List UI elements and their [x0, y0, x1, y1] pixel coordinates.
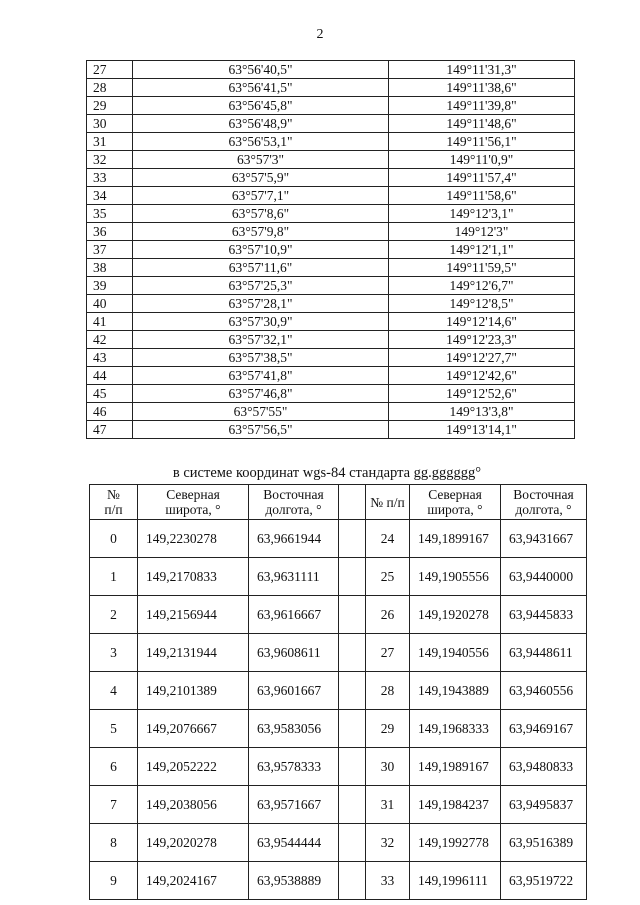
coordinate-system-caption: в системе координат wgs-84 стандарта gg.gggggg° — [172, 465, 482, 481]
point-number: 47 — [87, 421, 133, 439]
longitude-cell: 149°11'57,4" — [389, 169, 575, 187]
header-left-longitude-line2: долгота, ° — [265, 502, 322, 517]
header-right-longitude — [501, 485, 587, 520]
table-row — [87, 115, 575, 133]
latitude-cell: 63°57'32,1" — [133, 331, 389, 349]
point-number: 37 — [87, 241, 133, 259]
latitude-cell: 63°56'41,5" — [133, 79, 389, 97]
table-row — [90, 710, 587, 748]
right-longitude-cell: 63,9440000 — [501, 558, 587, 596]
right-latitude-cell: 149,1984237 — [410, 786, 501, 824]
right-latitude-cell: 149,1920278 — [410, 596, 501, 634]
right-point-number: 25 — [366, 558, 410, 596]
header-left-number-line2: п/п — [104, 502, 123, 517]
right-point-number: 29 — [366, 710, 410, 748]
point-number: 34 — [87, 187, 133, 205]
left-longitude-cell: 63,9538889 — [249, 862, 339, 900]
latitude-cell: 63°57'28,1" — [133, 295, 389, 313]
table-row — [90, 862, 587, 900]
longitude-cell: 149°11'56,1" — [389, 133, 575, 151]
latitude-cell: 63°57'41,8" — [133, 367, 389, 385]
point-number: 36 — [87, 223, 133, 241]
right-latitude-cell: 149,1899167 — [410, 520, 501, 558]
longitude-cell: 149°11'38,6" — [389, 79, 575, 97]
left-longitude-cell: 63,9608611 — [249, 634, 339, 672]
table-row — [87, 169, 575, 187]
header-left-number — [90, 485, 138, 520]
point-number: 32 — [87, 151, 133, 169]
right-latitude-cell: 149,1940556 — [410, 634, 501, 672]
latitude-cell: 63°57'3" — [133, 151, 389, 169]
left-latitude-cell: 149,2170833 — [138, 558, 249, 596]
latitude-cell: 63°57'55" — [133, 403, 389, 421]
point-number: 45 — [87, 385, 133, 403]
header-right-longitude-line1: Восточная — [513, 487, 574, 502]
left-longitude-cell: 63,9578333 — [249, 748, 339, 786]
decimal-coordinates-table — [89, 484, 587, 900]
header-right-longitude-line2: долгота, ° — [515, 502, 572, 517]
point-number: 42 — [87, 331, 133, 349]
table-row — [87, 223, 575, 241]
right-longitude-cell: 63,9480833 — [501, 748, 587, 786]
gap-cell — [339, 710, 366, 748]
left-point-number: 0 — [90, 520, 138, 558]
left-longitude-cell: 63,9583056 — [249, 710, 339, 748]
table-row — [87, 403, 575, 421]
point-number: 29 — [87, 97, 133, 115]
latitude-cell: 63°56'53,1" — [133, 133, 389, 151]
table-row — [87, 97, 575, 115]
left-latitude-cell: 149,2131944 — [138, 634, 249, 672]
point-number: 33 — [87, 169, 133, 187]
longitude-cell: 149°13'3,8" — [389, 403, 575, 421]
table-row — [87, 367, 575, 385]
point-number: 27 — [87, 61, 133, 79]
point-number: 40 — [87, 295, 133, 313]
left-latitude-cell: 149,2038056 — [138, 786, 249, 824]
point-number: 46 — [87, 403, 133, 421]
longitude-cell: 149°12'23,3" — [389, 331, 575, 349]
header-left-latitude-line2: широта, ° — [165, 502, 221, 517]
longitude-cell: 149°11'0,9" — [389, 151, 575, 169]
left-point-number: 3 — [90, 634, 138, 672]
right-longitude-cell: 63,9460556 — [501, 672, 587, 710]
right-latitude-cell: 149,1989167 — [410, 748, 501, 786]
left-point-number: 8 — [90, 824, 138, 862]
table-row — [87, 241, 575, 259]
left-point-number: 9 — [90, 862, 138, 900]
left-longitude-cell: 63,9631111 — [249, 558, 339, 596]
longitude-cell: 149°11'58,6" — [389, 187, 575, 205]
left-latitude-cell: 149,2020278 — [138, 824, 249, 862]
longitude-cell: 149°12'3,1" — [389, 205, 575, 223]
left-point-number: 4 — [90, 672, 138, 710]
header-left-latitude — [138, 485, 249, 520]
right-latitude-cell: 149,1943889 — [410, 672, 501, 710]
right-longitude-cell: 63,9495837 — [501, 786, 587, 824]
gap-cell — [339, 558, 366, 596]
table-row — [87, 313, 575, 331]
table-row — [90, 558, 587, 596]
longitude-cell: 149°12'8,5" — [389, 295, 575, 313]
left-latitude-cell: 149,2052222 — [138, 748, 249, 786]
left-longitude-cell: 63,9571667 — [249, 786, 339, 824]
latitude-cell: 63°57'11,6" — [133, 259, 389, 277]
left-latitude-cell: 149,2024167 — [138, 862, 249, 900]
gap-cell — [339, 824, 366, 862]
gap-cell — [339, 634, 366, 672]
gap-cell — [339, 862, 366, 900]
left-longitude-cell: 63,9601667 — [249, 672, 339, 710]
header-gap — [339, 485, 366, 520]
point-number: 30 — [87, 115, 133, 133]
latitude-cell: 63°57'25,3" — [133, 277, 389, 295]
longitude-cell: 149°12'52,6" — [389, 385, 575, 403]
latitude-cell: 63°57'10,9" — [133, 241, 389, 259]
point-number: 31 — [87, 133, 133, 151]
left-point-number: 6 — [90, 748, 138, 786]
page-number: 2 — [316, 27, 324, 42]
table-row — [87, 295, 575, 313]
table-row — [87, 349, 575, 367]
left-latitude-cell: 149,2156944 — [138, 596, 249, 634]
latitude-cell: 63°56'48,9" — [133, 115, 389, 133]
table-row — [87, 187, 575, 205]
point-number: 39 — [87, 277, 133, 295]
left-point-number: 5 — [90, 710, 138, 748]
table-row — [87, 331, 575, 349]
right-longitude-cell: 63,9519722 — [501, 862, 587, 900]
longitude-cell: 149°12'14,6" — [389, 313, 575, 331]
latitude-cell: 63°57'5,9" — [133, 169, 389, 187]
header-left-number-line1: № — [107, 487, 120, 502]
table-row — [90, 672, 587, 710]
left-longitude-cell: 63,9544444 — [249, 824, 339, 862]
right-point-number: 31 — [366, 786, 410, 824]
table-row — [87, 259, 575, 277]
table-row — [87, 79, 575, 97]
left-latitude-cell: 149,2076667 — [138, 710, 249, 748]
right-point-number: 32 — [366, 824, 410, 862]
table-row — [87, 385, 575, 403]
left-longitude-cell: 63,9661944 — [249, 520, 339, 558]
right-point-number: 27 — [366, 634, 410, 672]
left-latitude-cell: 149,2101389 — [138, 672, 249, 710]
right-point-number: 28 — [366, 672, 410, 710]
table-row — [87, 61, 575, 79]
right-longitude-cell: 63,9431667 — [501, 520, 587, 558]
right-latitude-cell: 149,1968333 — [410, 710, 501, 748]
right-point-number: 24 — [366, 520, 410, 558]
gap-cell — [339, 786, 366, 824]
right-point-number: 26 — [366, 596, 410, 634]
right-longitude-cell: 63,9516389 — [501, 824, 587, 862]
longitude-cell: 149°11'39,8" — [389, 97, 575, 115]
latitude-cell: 63°56'45,8" — [133, 97, 389, 115]
latitude-cell: 63°57'46,8" — [133, 385, 389, 403]
table-row — [87, 151, 575, 169]
decimal-table-body — [90, 520, 587, 900]
header-left-longitude-line1: Восточная — [263, 487, 324, 502]
latitude-cell: 63°57'56,5" — [133, 421, 389, 439]
right-longitude-cell: 63,9448611 — [501, 634, 587, 672]
longitude-cell: 149°12'1,1" — [389, 241, 575, 259]
dms-table-body — [87, 61, 575, 439]
latitude-cell: 63°57'9,8" — [133, 223, 389, 241]
longitude-cell: 149°12'3" — [389, 223, 575, 241]
header-left-longitude — [249, 485, 339, 520]
header-right-number: № п/п — [366, 485, 410, 520]
latitude-cell: 63°57'8,6" — [133, 205, 389, 223]
right-latitude-cell: 149,1992778 — [410, 824, 501, 862]
point-number: 41 — [87, 313, 133, 331]
point-number: 43 — [87, 349, 133, 367]
table-row — [87, 421, 575, 439]
right-point-number: 30 — [366, 748, 410, 786]
point-number: 35 — [87, 205, 133, 223]
longitude-cell: 149°12'6,7" — [389, 277, 575, 295]
left-point-number: 1 — [90, 558, 138, 596]
longitude-cell: 149°12'42,6" — [389, 367, 575, 385]
point-number: 38 — [87, 259, 133, 277]
table-row — [87, 277, 575, 295]
table-row — [90, 748, 587, 786]
table-row — [90, 786, 587, 824]
left-latitude-cell: 149,2230278 — [138, 520, 249, 558]
latitude-cell: 63°56'40,5" — [133, 61, 389, 79]
gap-cell — [339, 748, 366, 786]
table-row — [87, 205, 575, 223]
table-row — [90, 824, 587, 862]
point-number: 28 — [87, 79, 133, 97]
left-point-number: 7 — [90, 786, 138, 824]
header-right-latitude-line1: Северная — [428, 487, 482, 502]
right-latitude-cell: 149,1905556 — [410, 558, 501, 596]
header-left-latitude-line1: Северная — [166, 487, 220, 502]
latitude-cell: 63°57'7,1" — [133, 187, 389, 205]
latitude-cell: 63°57'38,5" — [133, 349, 389, 367]
longitude-cell: 149°13'14,1" — [389, 421, 575, 439]
longitude-cell: 149°11'59,5" — [389, 259, 575, 277]
right-point-number: 33 — [366, 862, 410, 900]
gap-cell — [339, 672, 366, 710]
gap-cell — [339, 596, 366, 634]
right-longitude-cell: 63,9445833 — [501, 596, 587, 634]
left-point-number: 2 — [90, 596, 138, 634]
point-number: 44 — [87, 367, 133, 385]
header-right-latitude — [410, 485, 501, 520]
longitude-cell: 149°11'48,6" — [389, 115, 575, 133]
decimal-table-header-row — [90, 485, 587, 520]
left-longitude-cell: 63,9616667 — [249, 596, 339, 634]
dms-coordinates-table — [86, 60, 575, 439]
longitude-cell: 149°11'31,3" — [389, 61, 575, 79]
table-row — [87, 133, 575, 151]
table-row — [90, 634, 587, 672]
right-longitude-cell: 63,9469167 — [501, 710, 587, 748]
right-latitude-cell: 149,1996111 — [410, 862, 501, 900]
longitude-cell: 149°12'27,7" — [389, 349, 575, 367]
latitude-cell: 63°57'30,9" — [133, 313, 389, 331]
table-row — [90, 520, 587, 558]
table-row — [90, 596, 587, 634]
gap-cell — [339, 520, 366, 558]
header-right-latitude-line2: широта, ° — [427, 502, 483, 517]
